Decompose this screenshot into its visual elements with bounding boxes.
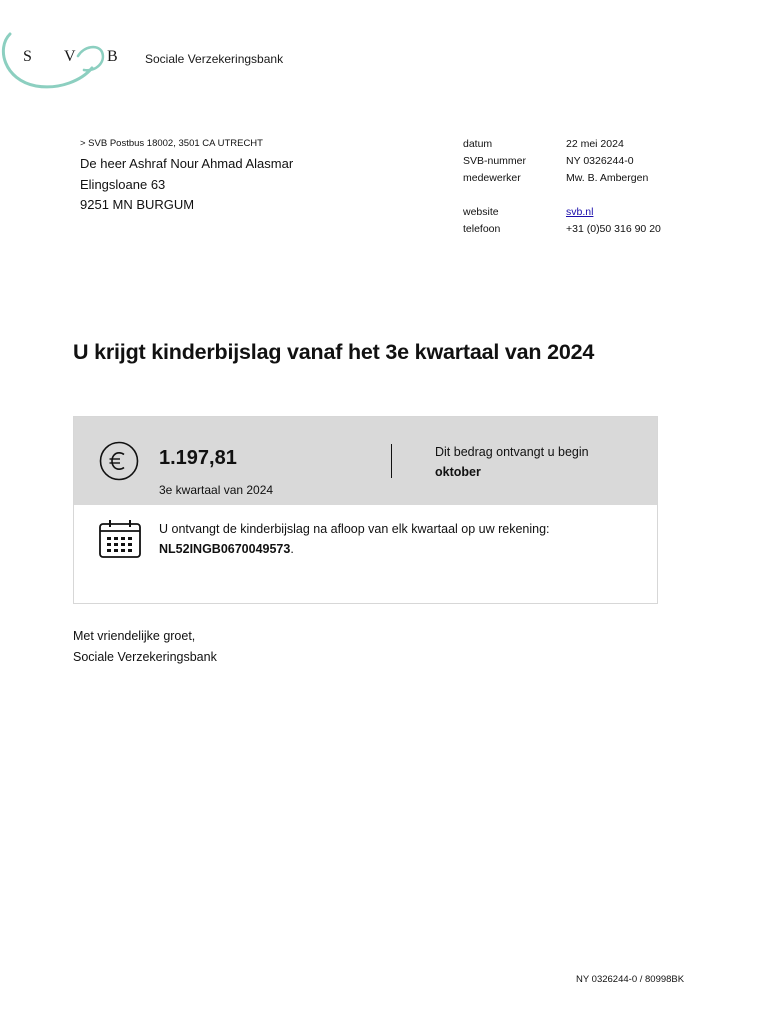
benefit-period: 3e kwartaal van 2024 xyxy=(159,483,274,497)
meta-row-medewerker xyxy=(463,172,693,188)
calendar-icon xyxy=(98,519,142,559)
account-info-text: U ontvangt de kinderbijslag na afloop van elk kwartaal op uw rekening: xyxy=(159,522,550,536)
letter-title: U krijgt kinderbijslag vanaf het 3e kwartaal van 2024 xyxy=(73,340,595,364)
meta-row-datum xyxy=(463,138,693,154)
logo-organization-name: Sociale Verzekeringsbank xyxy=(145,52,284,66)
logo-letter-b: B xyxy=(107,48,118,65)
telefoon-value: +31 (0)50 316 90 20 xyxy=(566,223,661,235)
logo-letter-s: S xyxy=(23,48,32,65)
meta-row-website xyxy=(463,206,693,222)
recipient-street: Elingsloane 63 xyxy=(80,177,166,192)
footer-reference: NY 0326244-0 / 80998BK xyxy=(576,974,685,985)
closing-greeting: Met vriendelijke groet, xyxy=(73,629,196,643)
payment-timing-text: Dit bedrag ontvangt u begin xyxy=(435,445,589,459)
datum-value: 22 mei 2024 xyxy=(566,138,624,150)
website-link[interactable]: svb.nl xyxy=(566,206,594,218)
payment-timing-note xyxy=(435,442,589,482)
datum-label: datum xyxy=(463,138,493,150)
account-number: NL52INGB0670049573 xyxy=(159,542,291,556)
payment-summary-panel xyxy=(74,417,657,505)
logo-letter-v: V xyxy=(64,48,76,65)
svb-number-value: NY 0326244-0 xyxy=(566,155,634,167)
medewerker-label: medewerker xyxy=(463,172,521,184)
recipient-postal-city: 9251 MN BURGUM xyxy=(80,197,195,212)
meta-row-telefoon xyxy=(463,223,693,239)
svb-logo xyxy=(0,28,300,90)
account-info xyxy=(159,519,550,559)
website-label: website xyxy=(463,206,499,218)
closing-sender: Sociale Verzekeringsbank xyxy=(73,650,217,664)
meta-row-svb-nummer xyxy=(463,155,693,171)
recipient-name: De heer Ashraf Nour Ahmad Alasmar xyxy=(80,156,294,171)
benefit-amount: 1.197,81 xyxy=(159,447,237,469)
return-address: > SVB Postbus 18002, 3501 CA UTRECHT xyxy=(80,138,263,149)
medewerker-value: Mw. B. Ambergen xyxy=(566,172,649,184)
svb-number-label: SVB-nummer xyxy=(463,155,527,167)
summary-divider xyxy=(391,444,392,478)
account-number-period: . xyxy=(290,542,294,556)
payment-month: oktober xyxy=(435,465,481,479)
telefoon-label: telefoon xyxy=(463,223,501,235)
euro-icon xyxy=(99,441,139,481)
closing xyxy=(73,626,217,668)
benefit-info-box xyxy=(73,416,658,604)
